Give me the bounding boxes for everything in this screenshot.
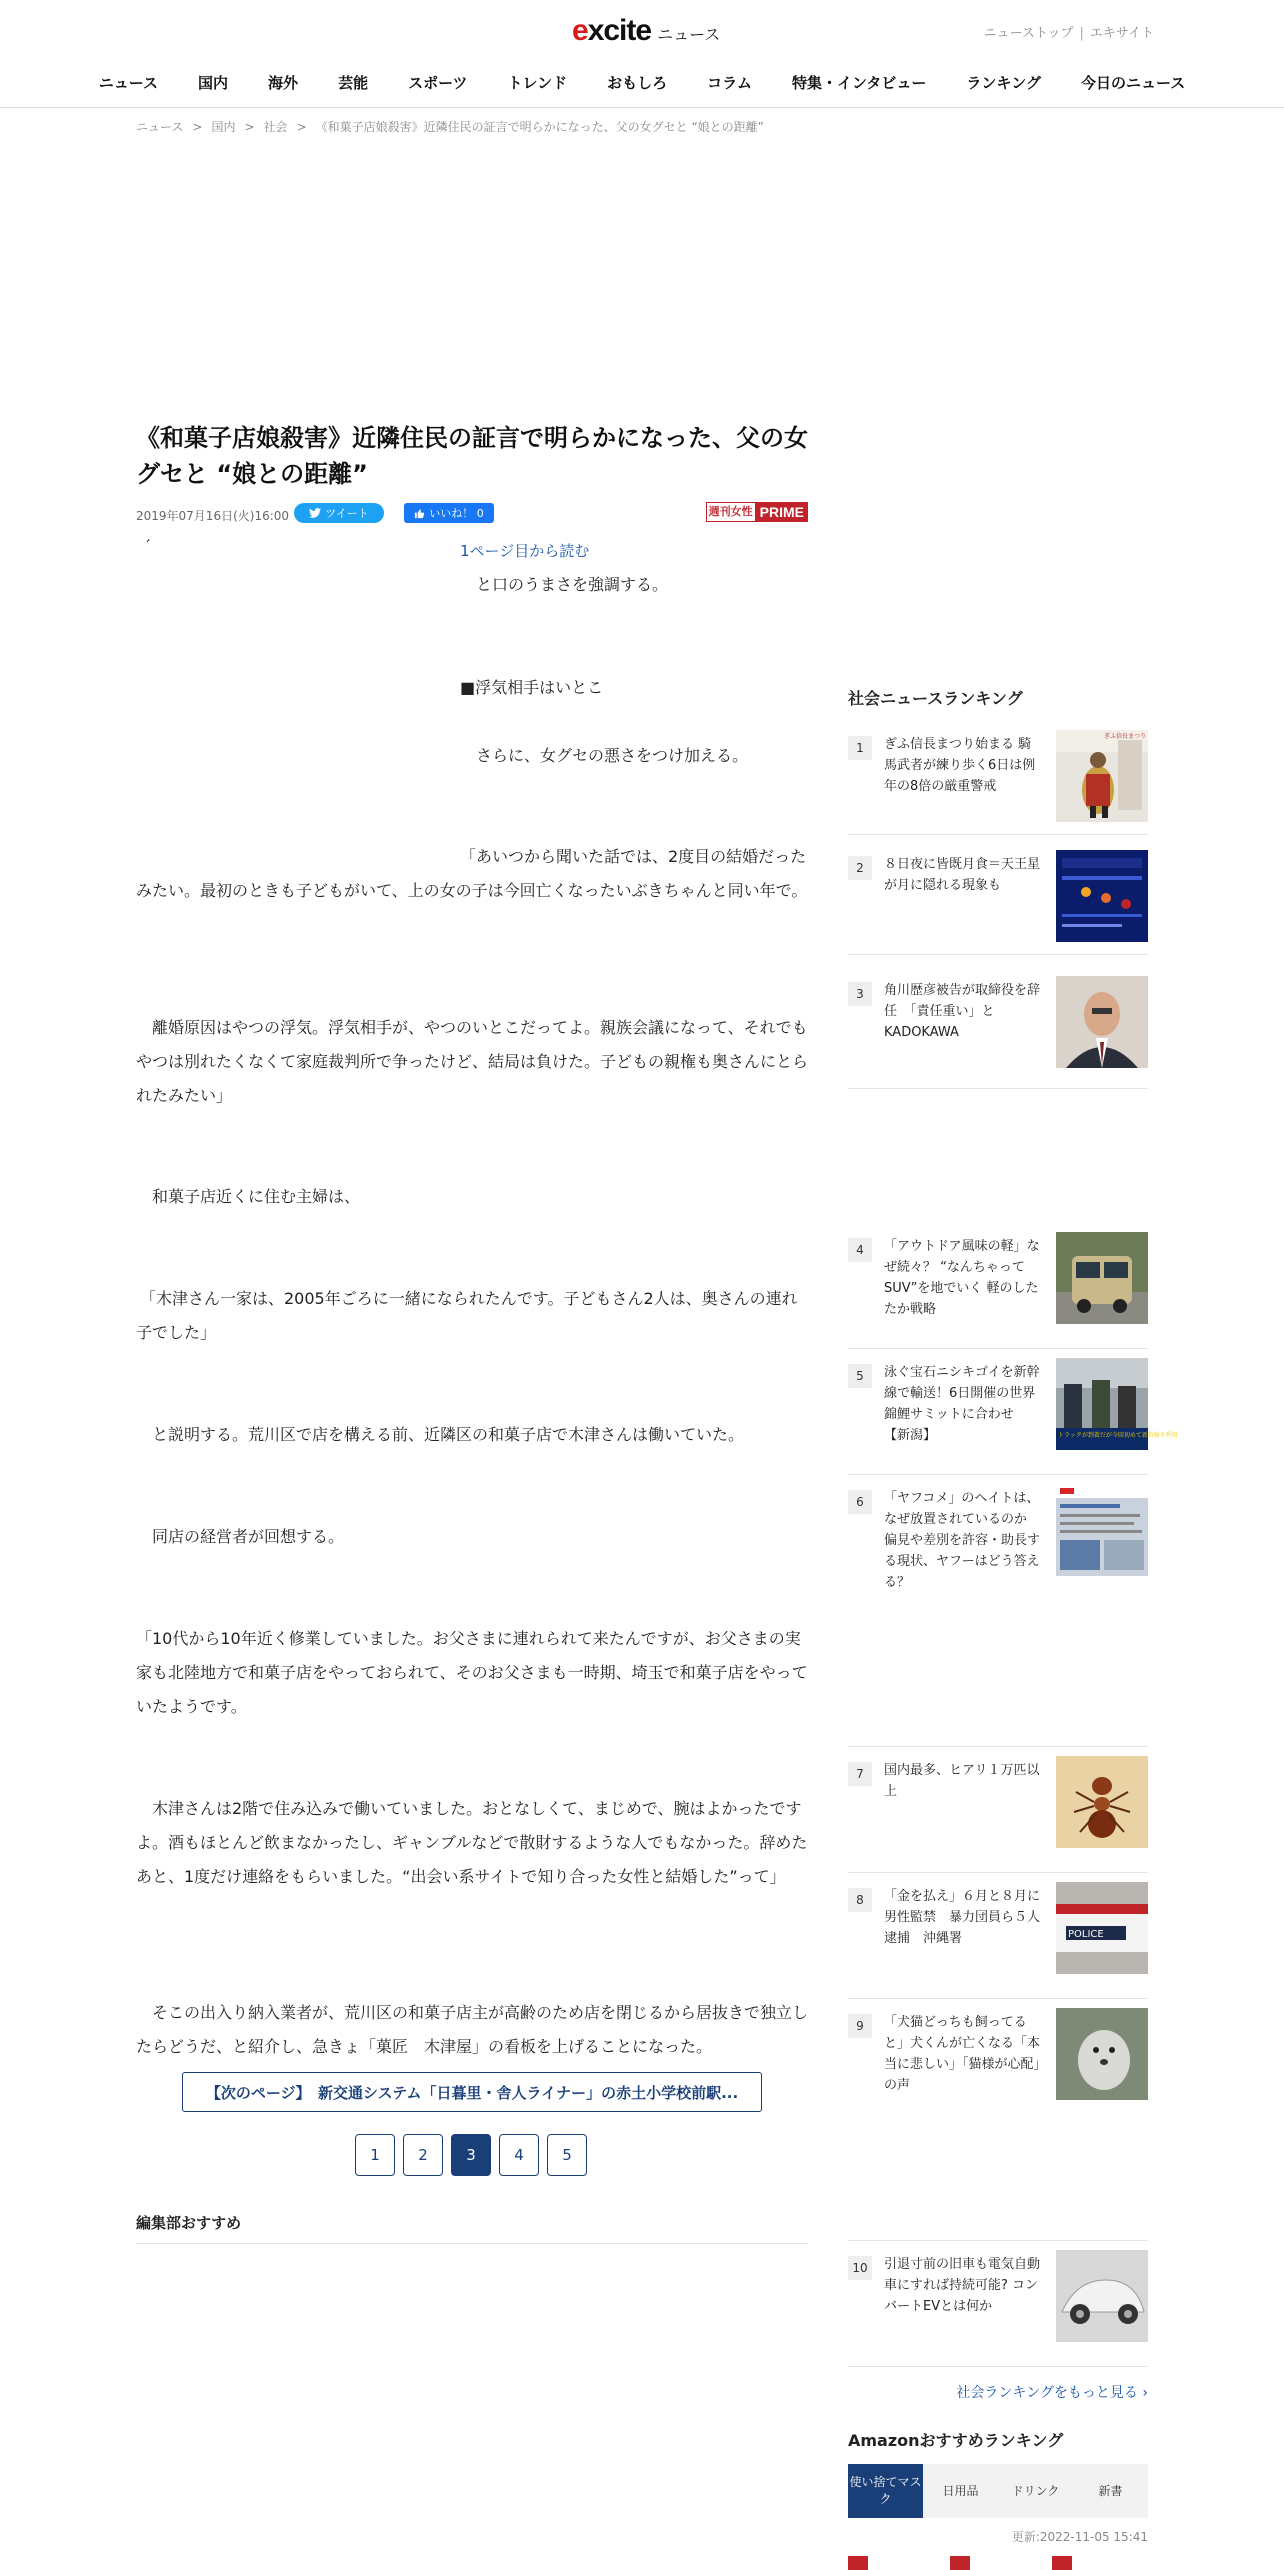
rank-number: 8	[848, 1888, 872, 1912]
rank-title: ８日夜に皆既月食＝天王星が月に隠れる現象も	[884, 857, 1041, 893]
rank-badge	[950, 2556, 970, 2570]
rank-title: ぎふ信長まつり始まる 騎馬武者が練り歩く6日は例年の8倍の厳重警戒	[884, 737, 1036, 794]
tab-disposable-masks[interactable]: 使い捨てマスク	[848, 2464, 923, 2518]
tab-daily-goods[interactable]: 日用品	[923, 2464, 998, 2518]
ranking-thumbnail	[1056, 1232, 1148, 1324]
top-links: ニューストップ | エキサイト	[983, 26, 1154, 41]
thumb-caption: POLICE	[1068, 1929, 1104, 1940]
logo-section: ニュース	[657, 25, 721, 44]
ranking-item[interactable]	[848, 968, 1148, 1089]
page-1-button[interactable]: 1	[355, 2134, 395, 2176]
ranking-item[interactable]	[848, 2000, 1148, 2241]
rank-number: 7	[848, 1762, 872, 1786]
rank-number: 3	[848, 982, 872, 1006]
breadcrumb: ニュース > 国内 > 社会 > 《和菓子店娘殺害》近隣住民の証言で明らかになった、父の女グセと “娘との距離”	[136, 120, 764, 134]
rank-title: 「アウトドア風味の軽」なぜ続々？ “なんちゃってSUV”を地でいく 軽のしたたか戦略	[884, 1239, 1040, 1317]
ranking-item[interactable]	[848, 1748, 1148, 1873]
ranking-heading: 社会ニュースランキング	[848, 689, 1023, 708]
ranking-thumbnail	[1056, 1756, 1148, 1848]
ranking-item[interactable]	[848, 1350, 1178, 1475]
rank-number: 10	[848, 2256, 872, 2280]
article-title: 《和菓子店娘殺害》近隣住民の証言で明らかになった、父の女グセと “娘との距離”	[136, 424, 808, 488]
article-paragraph: さらに、女グセの悪さをつけ加える。	[476, 746, 749, 765]
article-paragraph: 「あいつから聞いた話では、2度目の結婚だったみたい。最初のときも子どもがいて、上の女の子は今回亡くなったいぶきちゃんと同い年で。	[136, 847, 808, 900]
read-from-page1-link[interactable]: 1ページ目から読む	[460, 542, 590, 560]
ranking-thumbnail	[1056, 976, 1148, 1068]
article-paragraph: 「10代から10年近く修業していました。お父さまに連れられて来たんですが、お父さまの実家も北陸地方で和菓子店をやっておられて、そのお父さまも一時期、埼玉で和菓子店をやっていたようです。	[136, 1629, 808, 1716]
rank-number: 6	[848, 1490, 872, 1514]
rank-badge	[1052, 2556, 1072, 2570]
ranking-item[interactable]	[848, 1476, 1148, 1747]
next-page-link[interactable]: 【次のページ】 新交通システム「日暮里・舎人ライナー」の赤土小学校前駅...	[182, 2072, 762, 2112]
ranking-item[interactable]	[848, 2242, 1148, 2367]
thumbs-up-icon	[414, 508, 425, 519]
article-subheading: ■浮気相手はいとこ	[460, 678, 604, 697]
nav-entertainment[interactable]: 芸能	[338, 74, 369, 92]
thumb-caption: トラックが到着だが今回初めて新幹線を利用	[1058, 1432, 1178, 1439]
source-logo-prime: PRIME	[756, 502, 808, 522]
rank-title: 「金を払え」６月と８月に男性監禁 暴力団員ら５人逮捕 沖縄署	[884, 1889, 1041, 1946]
rank-title: 国内最多、ヒアリ１万匹以上	[884, 1763, 1040, 1799]
excite-link[interactable]: エキサイト	[1089, 26, 1154, 41]
stray-mark: ´	[144, 539, 151, 555]
nav-domestic[interactable]: 国内	[198, 74, 229, 92]
amazon-rank-badges	[848, 2556, 1148, 2568]
rank-number: 9	[848, 2014, 872, 2038]
global-nav	[0, 72, 1284, 93]
article-paragraph: 離婚原因はやつの浮気。浮気相手が、やつのいとこだってよ。親族会議になって、それでもやつは別れたくなくて家庭裁判所で争ったけど、結局は負けた。子どもの親権も奥さんにとられたみたい」	[136, 1018, 809, 1105]
site-logo[interactable]	[572, 14, 720, 50]
page-2-button[interactable]: 2	[403, 2134, 443, 2176]
breadcrumb-current: 《和菓子店娘殺害》近隣住民の証言で明らかになった、父の女グセと “娘との距離”	[315, 120, 764, 134]
article-paragraph: 同店の経営者が回想する。	[152, 1527, 345, 1546]
nav-sports[interactable]: スポーツ	[408, 74, 468, 92]
ranking-item[interactable]	[848, 1224, 1148, 1349]
tweet-label: ツイート	[325, 507, 369, 520]
news-top-link[interactable]: ニューストップ	[983, 26, 1074, 41]
article-paragraph: 「木津さん一家は、2005年ごろに一緒になられたんです。子どもさん2人は、奥さんの連れ子でした」	[136, 1289, 798, 1342]
amazon-updated-time: 更新:2022-11-05 15:41	[1011, 2530, 1148, 2544]
nav-funny[interactable]: おもしろ	[607, 74, 668, 92]
logo-text: excite	[572, 14, 652, 47]
source-logo-name: 週刊女性	[706, 502, 756, 522]
twitter-bird-icon	[309, 508, 321, 518]
breadcrumb-society[interactable]: 社会	[263, 120, 288, 134]
ranking-item[interactable]	[848, 842, 1148, 955]
site-header	[0, 0, 1284, 108]
breadcrumb-domestic[interactable]: 国内	[211, 120, 236, 134]
article-meta	[136, 502, 808, 528]
article-paragraph: と口のうまさを強調する。	[476, 575, 669, 594]
ranking-thumbnail	[1056, 850, 1148, 942]
ranking-thumbnail	[1056, 2250, 1148, 2342]
article-date: 2019年07月16日(火)16:00	[136, 509, 290, 523]
page-4-button[interactable]: 4	[499, 2134, 539, 2176]
tweet-button[interactable]	[294, 503, 384, 523]
breadcrumb-news[interactable]: ニュース	[136, 120, 184, 134]
tab-drinks[interactable]: ドリンク	[998, 2464, 1073, 2518]
article-paragraph: と説明する。荒川区で店を構える前、近隣区の和菓子店で木津さんは働いていた。	[152, 1425, 745, 1444]
page-3-button-current[interactable]: 3	[451, 2134, 491, 2176]
thumb-caption: ぎふ信長まつり	[1104, 733, 1147, 740]
rank-number: 1	[848, 736, 872, 760]
nav-feature[interactable]: 特集・インタビュー	[792, 74, 927, 92]
ranking-more-link[interactable]	[956, 2382, 1148, 2402]
nav-today[interactable]: 今日のニュース	[1080, 74, 1186, 92]
chevron-right-icon: ›	[1142, 2385, 1148, 2401]
rank-number: 5	[848, 1364, 872, 1388]
nav-ranking[interactable]: ランキング	[966, 74, 1041, 92]
rank-number: 2	[848, 856, 872, 880]
amazon-tabs	[848, 2464, 1148, 2518]
article-paragraph: そこの出入り納入業者が、荒川区の和菓子店主が高齢のため店を閉じるから居抜きで独立したらどうだ、と紹介し、急きょ「菓匠 木津屋」の看板を上げることになった。	[136, 2003, 809, 2056]
page-5-button[interactable]: 5	[547, 2134, 587, 2176]
facebook-like-button[interactable]	[404, 503, 494, 523]
amazon-ranking-heading: Amazonおすすめランキング	[848, 2431, 1064, 2450]
rank-number: 4	[848, 1238, 872, 1262]
more-link-label: 社会ランキングをもっと見る	[956, 2385, 1138, 2401]
rank-badge	[848, 2556, 868, 2570]
ranking-item[interactable]	[848, 722, 1148, 835]
rank-title: 泳ぐ宝石ニシキゴイを新幹線で輸送！6日開催の世界錦鯉サミットに合わせ 【新潟】	[884, 1365, 1040, 1443]
pagination	[355, 2134, 587, 2176]
editor-recommend-heading: 編集部おすすめ	[136, 2212, 808, 2244]
ranking-thumbnail	[1056, 730, 1148, 822]
nav-overseas[interactable]: 海外	[268, 74, 299, 92]
rank-title: 「犬猫どっちも飼ってると」犬くんが亡くなる「本当に悲しい」「猫様が心配」の声	[884, 2015, 1041, 2093]
ranking-thumbnail	[1056, 1882, 1148, 1974]
rank-title: 「ヤフコメ」のヘイトは、なぜ放置されているのか 偏見や差別を許容・助長する現状、ヤフーはどう答える？	[884, 1491, 1041, 1590]
ranking-item[interactable]	[848, 1874, 1148, 1999]
tab-shinsho[interactable]: 新書	[1073, 2464, 1148, 2518]
ranking-thumbnail	[1056, 1358, 1178, 1450]
article-header	[136, 420, 808, 528]
article-paragraph: 和菓子店近くに住む主婦は、	[152, 1187, 361, 1206]
ranking-thumbnail	[1056, 2008, 1148, 2100]
rank-title: 引退寸前の旧車も電気自動車にすれば持続可能? コンバートEVとは何か	[884, 2257, 1041, 2314]
nav-news[interactable]: ニュース	[98, 74, 159, 92]
rank-title: 角川歴彦被告が取締役を辞任 「責任重い」とKADOKAWA	[884, 983, 1041, 1040]
shukan-josei-prime-logo[interactable]	[706, 502, 808, 522]
article-paragraph: 木津さんは2階で住み込みで働いていました。おとなしくて、まじめで、腕はよかったですよ。酒もほとんど飲まなかったし、ギャンブルなどで散財するような人でもなかった。辞めたあと、1度だけ連絡をもらいました。“出会い系サイトで知り合った女性と結婚した”って」	[136, 1799, 808, 1886]
nav-trend[interactable]: トレンド	[507, 74, 568, 92]
ranking-thumbnail	[1056, 1484, 1148, 1576]
nav-column[interactable]: コラム	[707, 74, 752, 92]
like-label: いいね！ 0	[429, 507, 484, 520]
